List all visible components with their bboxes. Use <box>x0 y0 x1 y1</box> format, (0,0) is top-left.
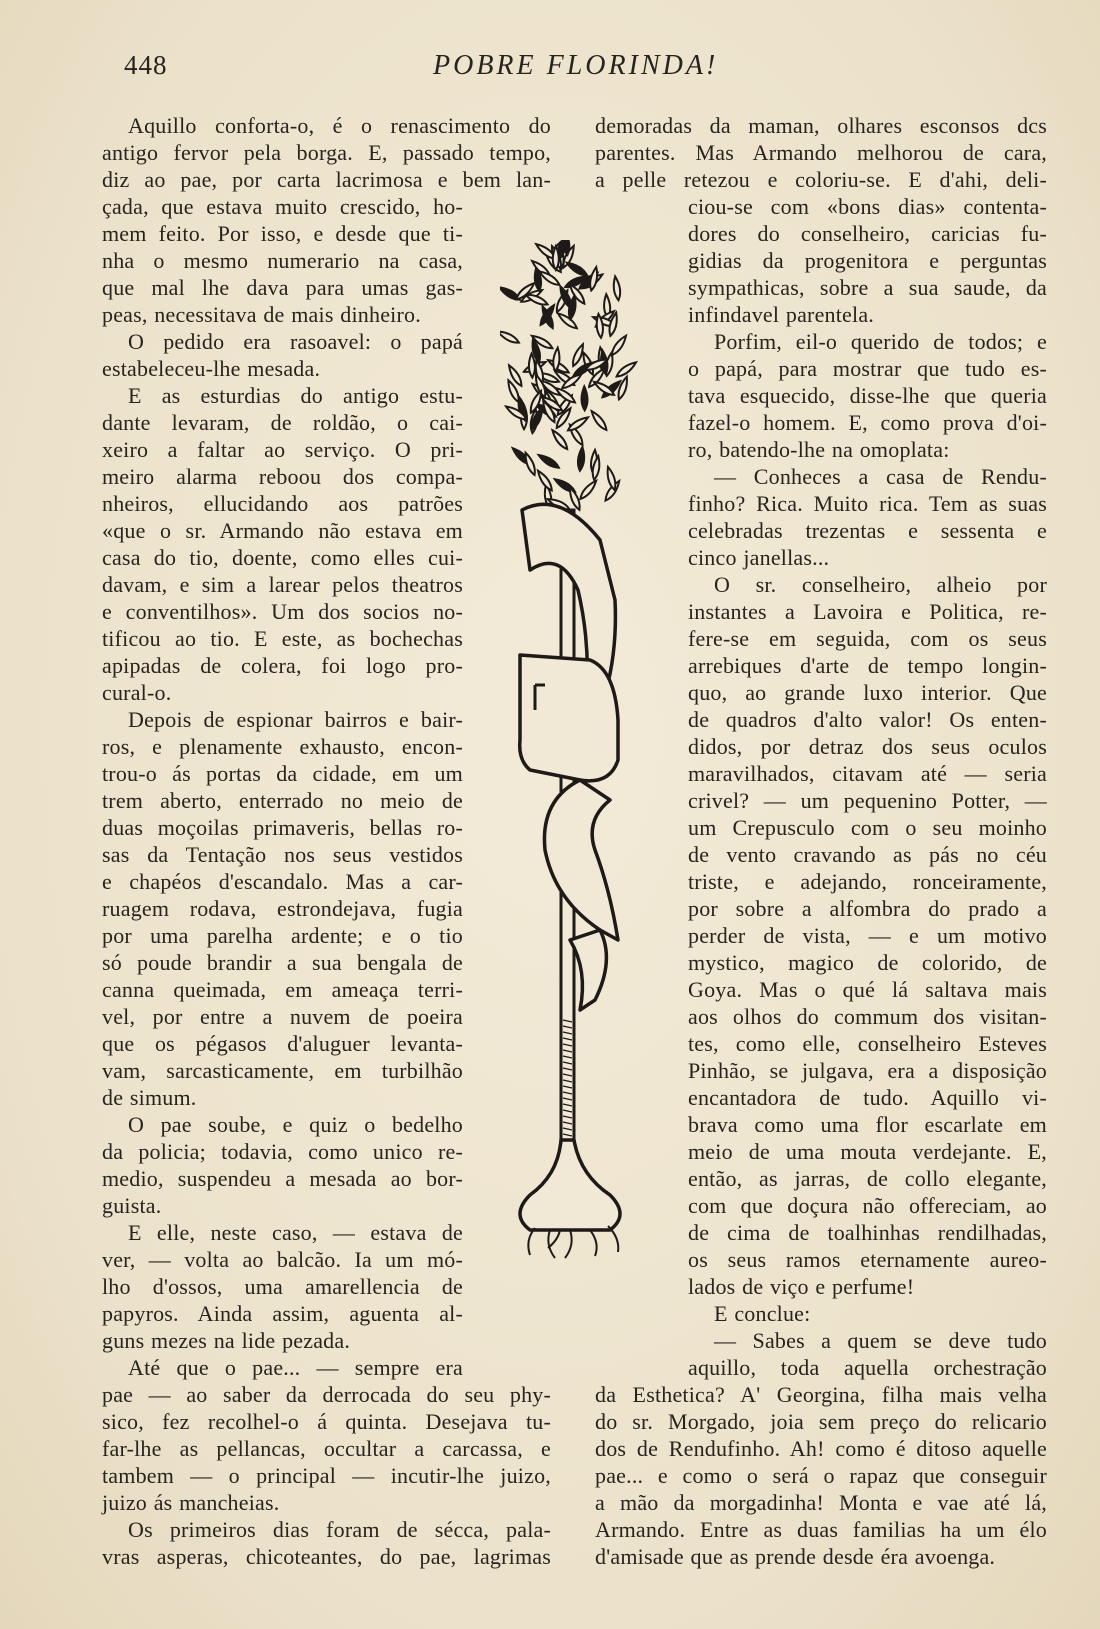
right-column-line: por sobre a alfombra do prado a <box>688 896 1047 921</box>
right-column-line: sympathicas, sobre a sua saude, da <box>688 275 1047 300</box>
left-column-line: tambem — o principal — incutir-lhe juizo, <box>102 1463 551 1488</box>
leaf-mark <box>612 276 621 301</box>
left-column-line: duas moçoilas primaveris, bellas ro- <box>102 815 463 840</box>
right-column-line: ro, batendo-lhe na omoplata: <box>688 437 950 462</box>
right-column-line: E conclue: <box>714 1301 811 1326</box>
right-column-line: Goya. Mas o qué lá saltava mais <box>688 977 1047 1002</box>
left-column-line: tificou ao tio. E este, as bochechas <box>102 626 463 651</box>
left-column-line: trem aberto, enterrado no meio de <box>102 788 463 813</box>
leaf-mark <box>553 246 559 270</box>
left-column-line: ruagem rodava, estrondejava, fugia <box>102 896 463 921</box>
right-column-line: arrebiques d'arte de tempo longin- <box>688 653 1047 678</box>
left-column-line: só poude brandir a sua bengala de <box>102 950 463 975</box>
left-column-line: lho d'ossos, uma amarellencia de <box>102 1274 463 1299</box>
leaf-mark <box>577 447 585 471</box>
right-column-line: gidias da progenitora e perguntas <box>688 248 1047 273</box>
leaf-mark <box>605 466 617 491</box>
left-column-line: apipadas de colera, foi logo pro- <box>102 653 463 678</box>
leaf-mark <box>578 479 598 501</box>
leaf-mark <box>500 329 520 346</box>
right-column-line: dos de Rendufinho. Ah! como é ditoso aquelle <box>595 1436 1047 1461</box>
left-column-line: guista. <box>102 1193 162 1218</box>
right-column-line: maravilhados, citavam até — seria <box>688 761 1047 786</box>
left-column-line: xeiro a faltar ao serviço. O pri- <box>102 437 463 462</box>
left-column-line: Os primeiros dias foram de sécca, pala- <box>128 1517 551 1542</box>
right-column-line: de cima de toalhinhas rendilhadas, <box>688 1220 1047 1245</box>
right-column-line: cinco janellas... <box>688 545 830 570</box>
right-column-line: ciou-se com «bons dias» contenta- <box>688 194 1047 219</box>
left-column-line: meiro alarma reboou dos compa- <box>102 464 463 489</box>
right-column-line: triste, e adejando, ronceiramente, <box>688 869 1047 894</box>
right-column-line: — Sabes a quem se deve tudo <box>714 1328 1047 1353</box>
left-column-line: O pedido era rasoavel: o papá <box>128 329 463 354</box>
right-column-line: perder de vista, — e um motivo <box>688 923 1047 948</box>
right-column-line: crivel? — um pequenino Potter, — <box>688 788 1047 813</box>
left-column-line: Depois de espionar bairros e bair- <box>128 707 463 732</box>
left-column-line: casa do tio, doente, como elles cui- <box>102 545 463 570</box>
left-column-line: davam, e sim a larear pelos theatros <box>102 572 463 597</box>
left-column-line: nheiros, ellucidando aos patrões <box>102 491 463 516</box>
flower-spike <box>500 240 638 512</box>
left-column-line: medio, suspendeu a mesada ao bor- <box>102 1166 463 1191</box>
right-column-line: de quadros d'alto valor! Os enten- <box>688 707 1047 732</box>
left-column-line: çada, que estava muito crescido, ho- <box>102 194 463 219</box>
left-column-line: de simum. <box>102 1085 197 1110</box>
leaf-mark <box>581 386 587 410</box>
left-column-line: mem feito. Por isso, e desde que ti- <box>102 221 463 246</box>
leaf-mark <box>550 428 570 451</box>
right-column-line: d'amisade que as prende desde éra avoenga. <box>595 1544 996 1569</box>
left-column-line: far-lhe as pellancas, occultar a carcassa, e <box>102 1436 551 1461</box>
right-column-line: meio de uma mouta verdejante. E, <box>688 1139 1047 1164</box>
right-column-line: então, as jarras, de collo elegante, <box>688 1166 1047 1191</box>
left-column-line: e chapéos d'escandalo. Mas a car- <box>102 869 463 894</box>
left-column-line: «que o sr. Armando não estava em <box>102 518 463 543</box>
right-column-line: instantes a Lavoira e Politica, re- <box>688 599 1047 624</box>
left-column-line: ver, — volta ao balcão. Ia um mó- <box>102 1247 463 1272</box>
left-column-line: e conventilhos». Um dos socios no- <box>102 599 463 624</box>
right-column-line: celebradas trezentas e sessenta e <box>688 518 1047 543</box>
right-column-line: fazel-o homem. E, como prova d'oi- <box>688 410 1047 435</box>
left-column-line: sas da Tentação nos seus vestidos <box>102 842 463 867</box>
right-column-line: da Esthetica? A' Georgina, filha mais velha <box>595 1382 1047 1407</box>
leaf-mark <box>565 260 589 278</box>
right-column-line: a pelle retezou e coloriu-se. E d'ahi, deli- <box>595 167 1047 192</box>
right-column-line: mystico, magico de colorido, de <box>688 950 1047 975</box>
hyacinth-ribbon-illustration <box>500 240 650 1260</box>
right-column-line: Porfim, eil-o querido de todos; e <box>714 329 1047 354</box>
right-column-line: Armando. Entre as duas familias ha um élo <box>595 1517 1047 1542</box>
right-column-line: demoradas da maman, olhares esconsos dcs <box>595 113 1047 138</box>
left-column-line: vras asperas, chicoteantes, do pae, lagrimas <box>102 1544 551 1569</box>
right-column-line: os seus ramos eternamente aureo- <box>688 1247 1047 1272</box>
left-column-line: antigo fervor pela borga. E, passado tempo, <box>102 140 551 165</box>
leaf-mark <box>556 311 579 331</box>
page-number: 448 <box>124 50 168 80</box>
right-column-line: o papá, para mostrar que tudo es- <box>688 356 1047 381</box>
right-column-line: aquillo, toda aquella orchestração <box>688 1355 1047 1380</box>
running-title: POBRE FLORINDA! <box>433 50 719 81</box>
left-column-line: E as esturdias do antigo estu- <box>128 383 463 408</box>
right-column-line: — Conheces a casa de Rendu- <box>714 464 1047 489</box>
right-column-line: brava como uma flor escarlate em <box>688 1112 1047 1137</box>
left-column-line: juizo ás mancheias. <box>102 1490 280 1515</box>
left-column-line: peas, necessitava de mais dinheiro. <box>102 302 421 327</box>
left-column-line: que os pégasos d'aluguer levanta- <box>102 1031 463 1056</box>
left-column-line: da policia; todavia, como unico re- <box>102 1139 463 1164</box>
left-column-line: nha o mesmo numerario na casa, <box>102 248 463 273</box>
left-column-line: canna queimada, em ameaça terri- <box>102 977 463 1002</box>
bulb <box>520 1140 620 1230</box>
right-column-line: um Crepusculo com o seu moinho <box>688 815 1047 840</box>
left-column-line: trou-o ás portas da cidade, em um <box>102 761 463 786</box>
leaf-mark <box>523 452 538 477</box>
left-column-line: papyros. Ainda assim, aguenta al- <box>102 1301 463 1326</box>
left-column-line: por uma parelha ardente; e o tio <box>102 923 463 948</box>
leaf-mark <box>537 452 561 470</box>
left-column-line: O pae soube, e quiz o bedelho <box>128 1112 463 1137</box>
left-column-line: que mal lhe dava para umas gas- <box>102 275 463 300</box>
right-column-line: pae... e como o será o rapaz que conseguir <box>595 1463 1047 1488</box>
left-column-line: estabeleceu-lhe mesada. <box>102 356 321 381</box>
left-column-line: pae — ao saber da derrocada do seu phy- <box>102 1382 551 1407</box>
leaf-mark <box>588 266 599 291</box>
left-column-line: cural-o. <box>102 680 172 705</box>
left-column-line: guns mezes na lide pezada. <box>102 1328 351 1353</box>
left-column-line: Até que o pae... — sempre era <box>128 1355 463 1380</box>
left-column-line: ros, e plenamente exhausto, encon- <box>102 734 463 759</box>
right-column-line: aos olhos do commum dos visitan- <box>688 1004 1047 1029</box>
right-column-line: infindavel parentela. <box>688 302 875 327</box>
right-column-line: de vento cravando as pás no céu <box>688 842 1047 867</box>
left-column-line: vel, por entre a nuvem de poeira <box>102 1004 463 1029</box>
right-column-line: dores do conselheiro, caricias fu- <box>688 221 1047 246</box>
right-column-line: fere-se em seguida, com os seus <box>688 626 1047 651</box>
right-column-line: finho? Rica. Muito rica. Tem as suas <box>688 491 1047 516</box>
left-column-line: sico, fez recolhel-o á quinta. Desejava tu- <box>102 1409 551 1434</box>
leaf-mark <box>609 334 628 357</box>
right-column-line: Pinhão, se julgava, era a disposição <box>688 1058 1047 1083</box>
leaf-mark <box>589 409 609 432</box>
right-column-line: quo, ao grande luxo interior. Que <box>688 680 1047 705</box>
left-column-line: diz ao pae, por carta lacrimosa e bem lan- <box>102 167 551 192</box>
right-column-line: O sr. conselheiro, alheio por <box>714 572 1047 597</box>
right-column-line: a mão da morgadinha! Monta e vae até lá, <box>595 1490 1047 1515</box>
right-column-line: didos, por detraz dos seus oculos <box>688 734 1047 759</box>
leaf-mark <box>616 376 629 401</box>
left-column-line: vam, sarcasticamente, em turbilhão <box>102 1058 463 1083</box>
right-column-line: encantadora de tudo. Aquillo vi- <box>688 1085 1047 1110</box>
right-column-line: lados de viço e perfume! <box>688 1274 915 1299</box>
right-column-line: com que doçura não offereciam, ao <box>688 1193 1047 1218</box>
right-column-line: tes, como elle, conselheiro Esteves <box>688 1031 1047 1056</box>
right-column-line: tava esquecido, disse-lhe que queria <box>688 383 1047 408</box>
left-column-line: Aquillo conforta-o, é o renascimento do <box>128 113 551 138</box>
right-column-line: do sr. Morgado, joia sem preço do relicario <box>595 1409 1047 1434</box>
left-column-line: E elle, neste caso, — estava de <box>128 1220 463 1245</box>
left-column-line: dante levaram, de roldão, o cai- <box>102 410 463 435</box>
right-column-line: parentes. Mas Armando melhorou de cara, <box>595 140 1047 165</box>
